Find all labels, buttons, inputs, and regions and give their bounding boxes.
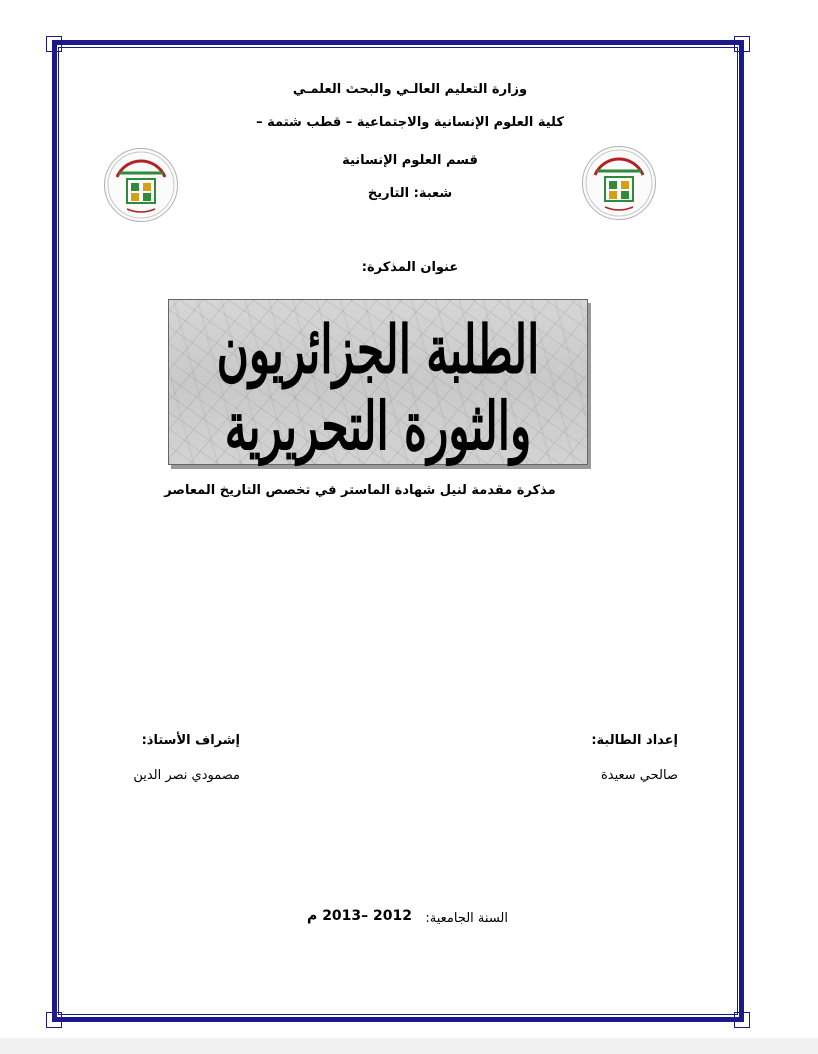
memo-title-label: عنوان المذكرة: xyxy=(361,260,459,275)
corner-ornament-bottom-right xyxy=(734,1012,750,1028)
faculty-line: كلية العلوم الإنسانية والاجتماعية – قطب شتمة – xyxy=(256,115,564,130)
academic-year-label: السنة الجامعية: xyxy=(425,911,508,926)
department-line: قسم العلوم الإنسانية xyxy=(342,153,478,168)
memo-description: مذكرة مقدمة لنيل شهادة الماستر في تخصص التاريخ المعاصر xyxy=(164,483,556,498)
student-label: إعداد الطالبة: xyxy=(591,733,678,748)
page-bottom-strip xyxy=(0,1038,818,1054)
branch-line: شعبة: التاريخ xyxy=(367,186,453,201)
memo-title-box xyxy=(168,299,588,465)
university-logo-left xyxy=(104,148,178,222)
academic-year-value: 2012 –2013 م xyxy=(307,908,412,924)
ministry-line: وزارة التعليم العالـي والبحث العلمـي xyxy=(292,82,528,97)
corner-ornament-bottom-left xyxy=(46,1012,62,1028)
supervisor-label: إشراف الأستاذ: xyxy=(141,733,240,748)
memo-title: الطلبة الجزائريون والثورة التحريرية xyxy=(216,312,540,466)
university-logo-right xyxy=(582,146,656,220)
student-name: صالحي سعيدة xyxy=(600,768,678,783)
supervisor-name: مصمودي نصر الدين xyxy=(133,768,240,783)
corner-ornament-top-right xyxy=(734,36,750,52)
corner-ornament-top-left xyxy=(46,36,62,52)
